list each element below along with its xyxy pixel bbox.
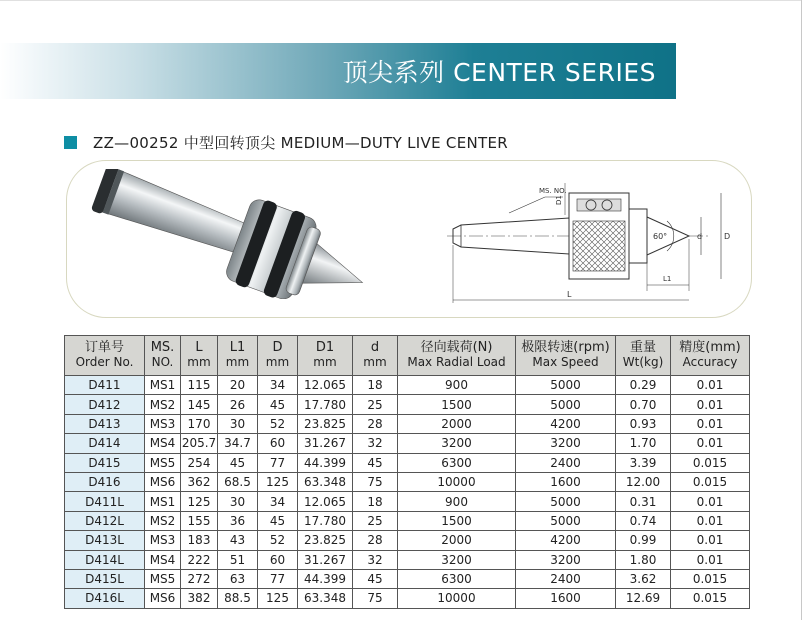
column-header-top: D1 <box>315 340 335 355</box>
table-cell: 0.01 <box>671 531 750 550</box>
table-cell: MS4 <box>145 434 181 453</box>
column-header-top: d <box>370 340 380 355</box>
table-cell: 125 <box>181 492 218 511</box>
column-header <box>516 336 616 376</box>
order-number-cell: D413L <box>65 531 145 550</box>
column-header <box>181 336 218 376</box>
table-row <box>65 511 750 530</box>
table-cell: 5000 <box>516 395 616 414</box>
table-cell: 115 <box>181 376 218 395</box>
table-cell: 0.015 <box>671 472 750 491</box>
order-number-cell: D414L <box>65 550 145 569</box>
table-cell: 5000 <box>516 511 616 530</box>
table-cell: 26 <box>218 395 258 414</box>
title-banner <box>0 43 676 99</box>
table-cell: 63.348 <box>298 589 353 608</box>
angle-label: 60° <box>653 232 668 241</box>
table-cell: 60 <box>258 550 298 569</box>
table-cell: 17.780 <box>298 395 353 414</box>
table-cell: 1600 <box>516 589 616 608</box>
table-cell: 63.348 <box>298 472 353 491</box>
table-cell: 77 <box>258 453 298 472</box>
table-cell: 145 <box>181 395 218 414</box>
table-cell: MS3 <box>145 531 181 550</box>
table-cell: 0.01 <box>671 395 750 414</box>
table-cell: 52 <box>258 531 298 550</box>
table-cell: 32 <box>353 434 398 453</box>
table-cell: MS4 <box>145 550 181 569</box>
table-cell: 0.015 <box>671 453 750 472</box>
table-cell: 45 <box>353 569 398 588</box>
order-number-cell: D414 <box>65 434 145 453</box>
table-cell: 3200 <box>516 434 616 453</box>
table-cell: MS1 <box>145 492 181 511</box>
table-cell: 900 <box>398 376 516 395</box>
table-cell: 0.015 <box>671 589 750 608</box>
table-cell: MS2 <box>145 395 181 414</box>
table-cell: 75 <box>353 472 398 491</box>
table-cell: 0.01 <box>671 376 750 395</box>
table-cell: 155 <box>181 511 218 530</box>
table-cell: 3200 <box>398 550 516 569</box>
table-cell: 1.70 <box>616 434 671 453</box>
table-cell: 23.825 <box>298 414 353 433</box>
column-header <box>616 336 671 376</box>
column-header-bottom: Wt(kg) <box>622 355 664 369</box>
column-header <box>258 336 298 376</box>
table-cell: 0.01 <box>671 511 750 530</box>
table-cell: 45 <box>258 511 298 530</box>
table-cell: 44.399 <box>298 569 353 588</box>
table-cell: 1500 <box>398 511 516 530</box>
table-cell: 77 <box>258 569 298 588</box>
table-cell: 2400 <box>516 569 616 588</box>
live-center-photo <box>89 169 379 299</box>
table-cell: 3.62 <box>616 569 671 588</box>
order-number-cell: D411 <box>65 376 145 395</box>
column-header-bottom: mm <box>225 355 250 369</box>
table-cell: 60 <box>258 434 298 453</box>
column-header-bottom: Max Radial Load <box>407 355 506 369</box>
column-header-top: 重量 <box>629 340 656 355</box>
table-cell: 45 <box>258 395 298 414</box>
column-header-top: L1 <box>229 340 246 355</box>
table-cell: MS5 <box>145 569 181 588</box>
column-header <box>298 336 353 376</box>
table-cell: 10000 <box>398 472 516 491</box>
small-d-label: d <box>697 232 703 241</box>
l-label: L <box>567 290 572 299</box>
column-header-bottom: mm <box>363 355 387 369</box>
column-header-bottom: mm <box>265 355 290 369</box>
order-number-cell: D413 <box>65 414 145 433</box>
table-cell: 20 <box>218 376 258 395</box>
square-bullet-icon <box>64 136 77 149</box>
table-cell: MS6 <box>145 472 181 491</box>
table-row <box>65 531 750 550</box>
table-cell: 183 <box>181 531 218 550</box>
order-number-cell: D415 <box>65 453 145 472</box>
table-cell: 0.74 <box>616 511 671 530</box>
column-header-top: 订单号 <box>84 340 124 355</box>
table-cell: 382 <box>181 589 218 608</box>
column-header-bottom: Order No. <box>75 355 134 369</box>
table-cell: 125 <box>258 472 298 491</box>
table-cell: 5000 <box>516 376 616 395</box>
table-cell: 18 <box>353 376 398 395</box>
table-cell: 2400 <box>516 453 616 472</box>
table-cell: 32 <box>353 550 398 569</box>
table-cell: 2000 <box>398 531 516 550</box>
section-title: ZZ—00252 中型回转顶尖 MEDIUM—DUTY LIVE CENTER <box>93 133 508 152</box>
column-header <box>398 336 516 376</box>
table-cell: 3200 <box>398 434 516 453</box>
table-cell: 45 <box>353 453 398 472</box>
table-cell: 34 <box>258 376 298 395</box>
table-cell: 4200 <box>516 531 616 550</box>
order-number-cell: D412 <box>65 395 145 414</box>
table-cell: MS5 <box>145 453 181 472</box>
table-cell: 12.065 <box>298 376 353 395</box>
column-header-top: L <box>195 340 203 355</box>
ms-label: MS. NO. <box>539 187 567 195</box>
table-cell: MS6 <box>145 589 181 608</box>
table-cell: 125 <box>258 589 298 608</box>
table-cell: 12.00 <box>616 472 671 491</box>
table-header-row <box>65 336 750 376</box>
table-cell: 0.01 <box>671 550 750 569</box>
order-number-cell: D416L <box>65 589 145 608</box>
table-cell: 28 <box>353 414 398 433</box>
table-cell: 0.01 <box>671 492 750 511</box>
table-row <box>65 395 750 414</box>
table-cell: 45 <box>218 453 258 472</box>
table-cell: 12.69 <box>616 589 671 608</box>
product-panel <box>66 160 752 318</box>
table-cell: 28 <box>353 531 398 550</box>
table-row <box>65 414 750 433</box>
table-cell: 18 <box>353 492 398 511</box>
table-cell: 3.39 <box>616 453 671 472</box>
table-body <box>65 376 750 609</box>
table-cell: 88.5 <box>218 589 258 608</box>
table-row <box>65 472 750 491</box>
order-number-cell: D416 <box>65 472 145 491</box>
table-cell: 1.80 <box>616 550 671 569</box>
table-cell: 36 <box>218 511 258 530</box>
table-cell: MS3 <box>145 414 181 433</box>
table-cell: 4200 <box>516 414 616 433</box>
dimension-drawing <box>439 173 739 303</box>
table-cell: 1500 <box>398 395 516 414</box>
table-cell: 900 <box>398 492 516 511</box>
table-cell: 0.01 <box>671 434 750 453</box>
column-header-top: D <box>272 340 283 355</box>
column-header <box>65 336 145 376</box>
table-row <box>65 492 750 511</box>
table-row <box>65 550 750 569</box>
table-row <box>65 434 750 453</box>
page-top-border <box>0 0 802 1</box>
table-cell: 205.7 <box>181 434 218 453</box>
table-cell: 170 <box>181 414 218 433</box>
table-cell: 25 <box>353 395 398 414</box>
table-cell: 25 <box>353 511 398 530</box>
column-header-top: 精度(mm) <box>679 340 741 355</box>
column-header-top: MS. <box>150 340 175 355</box>
order-number-cell: D411L <box>65 492 145 511</box>
table-cell: 2000 <box>398 414 516 433</box>
column-header-bottom: Max Speed <box>532 355 599 369</box>
table-cell: 0.29 <box>616 376 671 395</box>
section-heading <box>64 131 508 153</box>
table-cell: 44.399 <box>298 453 353 472</box>
table-cell: 6300 <box>398 453 516 472</box>
column-header-top: 极限转速(rpm) <box>521 340 610 355</box>
table-row <box>65 376 750 395</box>
spec-table <box>64 335 750 609</box>
order-number-cell: D412L <box>65 511 145 530</box>
banner-title: 顶尖系列 CENTER SERIES <box>342 58 656 87</box>
table-cell: 17.780 <box>298 511 353 530</box>
column-header <box>145 336 181 376</box>
table-cell: 30 <box>218 492 258 511</box>
d1-label: D1 <box>555 195 563 205</box>
table-cell: 10000 <box>398 589 516 608</box>
table-row <box>65 569 750 588</box>
table-cell: 63 <box>218 569 258 588</box>
table-row <box>65 589 750 608</box>
table-cell: 5000 <box>516 492 616 511</box>
table-cell: 30 <box>218 414 258 433</box>
l1-label: L1 <box>663 275 672 283</box>
column-header-bottom: mm <box>187 355 211 369</box>
table-cell: 0.31 <box>616 492 671 511</box>
table-cell: 222 <box>181 550 218 569</box>
table-cell: 43 <box>218 531 258 550</box>
table-cell: 31.267 <box>298 550 353 569</box>
table-cell: 34.7 <box>218 434 258 453</box>
column-header <box>671 336 750 376</box>
table-cell: 52 <box>258 414 298 433</box>
table-cell: 362 <box>181 472 218 491</box>
big-d-label: D <box>724 232 731 241</box>
column-header <box>218 336 258 376</box>
table-row <box>65 453 750 472</box>
table-cell: 12.065 <box>298 492 353 511</box>
table-cell: 31.267 <box>298 434 353 453</box>
table-cell: 0.93 <box>616 414 671 433</box>
column-header-bottom: NO. <box>151 355 174 369</box>
table-cell: 0.015 <box>671 569 750 588</box>
table-cell: MS1 <box>145 376 181 395</box>
table-cell: MS2 <box>145 511 181 530</box>
table-cell: 34 <box>258 492 298 511</box>
table-cell: 75 <box>353 589 398 608</box>
column-header-top: 径向载荷(N) <box>420 340 493 355</box>
table-cell: 68.5 <box>218 472 258 491</box>
table-cell: 23.825 <box>298 531 353 550</box>
table-cell: 272 <box>181 569 218 588</box>
column-header <box>353 336 398 376</box>
table-cell: 51 <box>218 550 258 569</box>
table-cell: 1600 <box>516 472 616 491</box>
table-cell: 6300 <box>398 569 516 588</box>
table-cell: 0.99 <box>616 531 671 550</box>
table-cell: 0.01 <box>671 414 750 433</box>
table-cell: 254 <box>181 453 218 472</box>
column-header-bottom: Accuracy <box>682 355 738 369</box>
table-cell: 3200 <box>516 550 616 569</box>
table-cell: 0.70 <box>616 395 671 414</box>
order-number-cell: D415L <box>65 569 145 588</box>
column-header-bottom: mm <box>313 355 337 369</box>
